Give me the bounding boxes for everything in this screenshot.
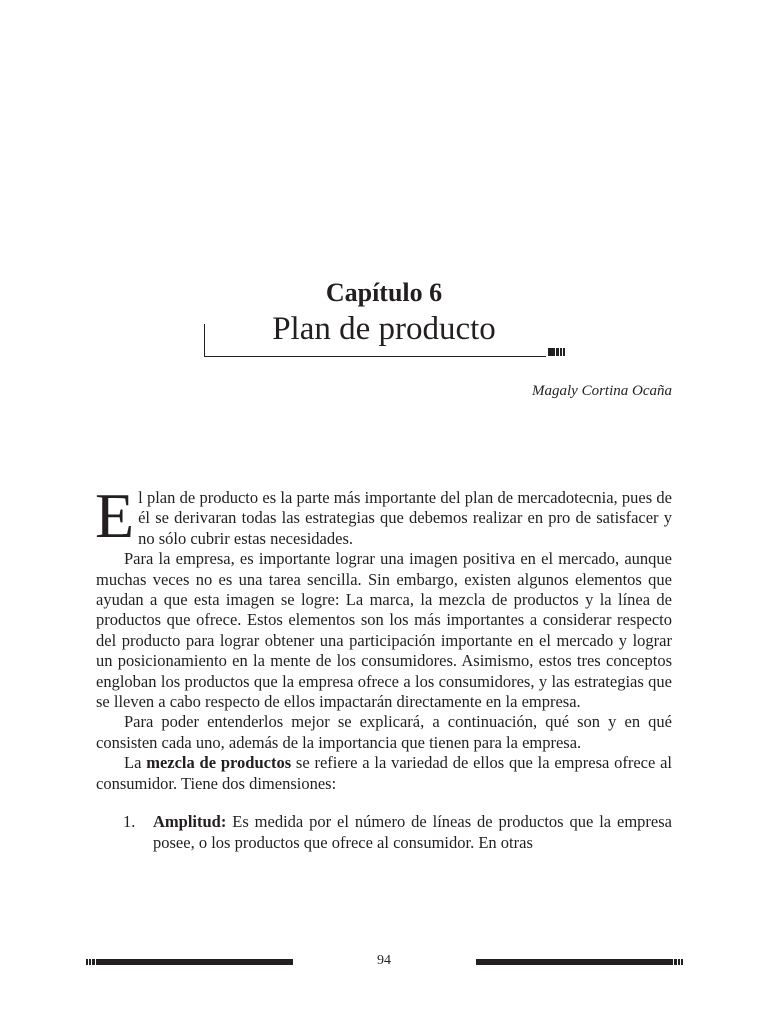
paragraph-4-end: se refiere a la variedad de ellos que la empresa ofrece al consumidor. Tiene dos dimensiones: — [96, 753, 673, 793]
title-rule — [204, 356, 546, 357]
page-number: 94 — [377, 953, 391, 968]
chapter-label: Capítulo 6 — [325, 278, 443, 307]
paragraph-2: Para la empresa, es importante lograr una imagen positiva en el mercado, aunque muchas veces no es una tarea sencilla. Sin embargo, existen algunos elementos que ayudan a que esta imagen se logre: La marca, la mezcla de productos y la línea de productos que ofrece. Estos elementos son los más importantes a considerar respecto del producto para lograr obtener una participación importante en el mercado y lograr un posicionamiento en la mente de los consumidores. Asimismo, estos tres conceptos engloban los productos que la empresa ofrece a los consumidores, y las estrategias que se lleven a cabo respecto de ellos impactarán directamente en la empresa. — [96, 549, 672, 712]
footer-ornament-right — [476, 959, 683, 965]
title-rule-tick — [204, 324, 205, 357]
list-item-text: Es medida por el número de líneas de productos que la empresa posee, o los productos que ofrece al consumidor. En otras — [153, 812, 672, 852]
list-item-number: 1. — [123, 812, 136, 832]
paragraph-4 — [96, 753, 672, 794]
list-item-term: Amplitud: — [153, 812, 227, 832]
paragraph-1 — [95, 480, 672, 551]
paragraph-3: Para poder entenderlos mejor se explicará, a continuación, qué son y en qué consisten cada uno, además de la importancia que tienen para la empresa. — [96, 712, 672, 752]
paragraph-1-text: l plan de producto es la parte más importante del plan de mercadotecnia, pues de él se derivaran todas las estrategias que debemos realizar en pro de satisfacer y no sólo cubrir estas necesidades. — [138, 488, 672, 548]
author-name: Magaly Cortina Ocaña — [532, 383, 672, 399]
chapter-title: Plan de producto — [272, 311, 496, 347]
list-item — [96, 812, 672, 853]
title-ornament — [548, 348, 565, 356]
paragraph-4-start: La — [124, 753, 147, 773]
drop-cap: E — [95, 480, 135, 551]
dimension-list — [96, 812, 672, 853]
body-text — [95, 480, 673, 853]
term-mezcla-de-productos: mezcla de productos — [146, 753, 292, 773]
